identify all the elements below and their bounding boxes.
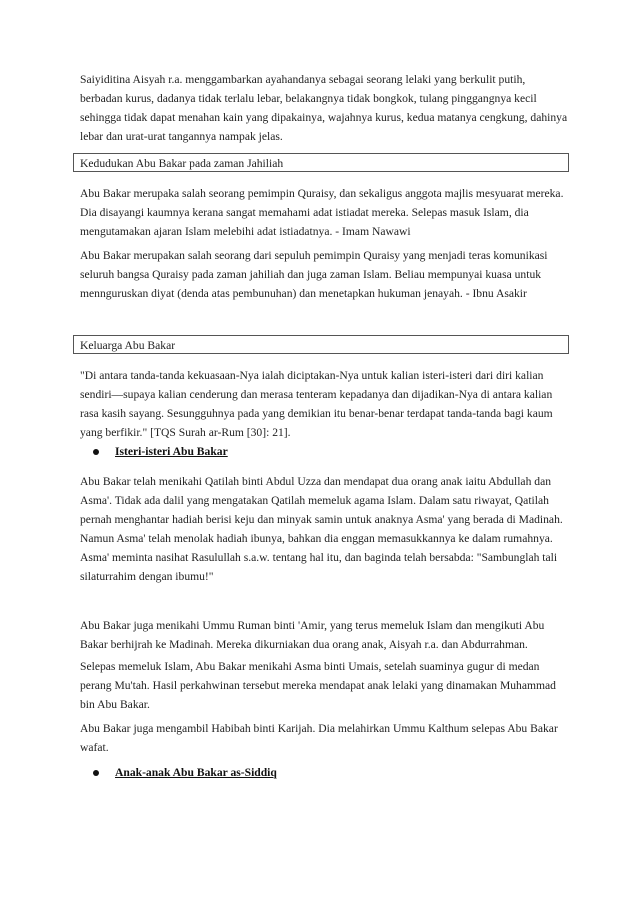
paragraph-qatilah: Abu Bakar telah menikahi Qatilah binti Abdul Uzza dan mendapat dua orang anak iaitu Abdullah dan Asma'. Tidak ada dalil yang mengatakan Qatilah memeluk agama Islam. Dalam satu riwayat, Qatilah pernah menghantar hadiah berisi keju dan minyak samin untuk anaknya Asma' yang berada di Madinah. Namun Asma' telah menolak hadiah ibunya, bahkan dia enggan memasukkannya ke dalam rumahnya. Asma' meminta nasihat Rasulullah s.a.w. tentang hal itu, dan baginda telah bersabda: "Sambunglah tali silaturrahim dengan ibumu!" <box>80 475 563 583</box>
paragraph-ibnu-asakir: Abu Bakar merupakan salah seorang dari sepuluh pemimpin Quraisy yang menjadi teras komunikasi seluruh bangsa Quraisy pada zaman jahiliah dan juga zaman Islam. Beliau mempunyai kuasa untuk mennguruskan diyat (denda atas pembunuhan) dan menetapkan hukuman jenayah. - Ibnu Asakir <box>80 249 548 300</box>
bullet-isteri-label: Isteri-isteri Abu Bakar <box>115 445 228 458</box>
paragraph-aisyah-description: Saiyiditina Aisyah r.a. menggambarkan ayahandanya sebagai seorang lelaki yang berkulit putih, berbadan kurus, dadanya tidak terlalu lebar, belakangnya tidak bongkok, tulang pinggangnya kecil sehingga tidak dapat menahan kain yang dipakainya, wajahnya kurus, kedua matanya cengkung, dahinya lebar dan urat-urat tangannya nampak jelas. <box>80 73 568 143</box>
paragraph-asma-umais: Selepas memeluk Islam, Abu Bakar menikahi Asma binti Umais, setelah suaminya gugur di medan perang Mu'tah. Hasil perkahwinan tersebut mereka mendapat anak lelaki yang dinamakan Muhammad bin Abu Bakar. <box>80 660 556 711</box>
paragraph-imam-nawawi: Abu Bakar merupaka salah seorang pemimpin Quraisy, dan sekaligus anggota majlis mesyuarat mereka. Dia disayangi kaumnya kerana sangat memahami adat istiadat mereka. Selepas masuk Islam, dia mengutamakan ajaran Islam melebihi adat istiadatnya. - Imam Nawawi <box>80 187 564 238</box>
bullet-dot-icon <box>93 770 99 776</box>
paragraph-quran-quote: "Di antara tanda-tanda kekuasaan-Nya ialah diciptakan-Nya untuk kalian isteri-isteri dari diri kalian sendiri—supaya kalian cenderung dan merasa tenteram kepadanya dan dijadikan-Nya di antara kalian rasa kasih sayang. Sesungguhnya pada yang demikian itu benar-benar terdapat tanda-tanda bagi kaum yang berfikir." [TQS Surah ar-Rum [30]: 21]. <box>80 369 553 439</box>
bullet-anak-label: Anak-anak Abu Bakar as-Siddiq <box>115 766 277 779</box>
bullet-isteri <box>93 443 228 461</box>
bullet-dot-icon <box>93 449 99 455</box>
bullet-anak <box>93 764 277 782</box>
paragraph-habibah: Abu Bakar juga mengambil Habibah binti Karijah. Dia melahirkan Ummu Kalthum selepas Abu Bakar wafat. <box>80 722 558 754</box>
section-heading-keluarga: Keluarga Abu Bakar <box>73 335 569 354</box>
section-heading-kedudukan: Kedudukan Abu Bakar pada zaman Jahiliah <box>73 153 569 172</box>
paragraph-ummu-ruman: Abu Bakar juga menikahi Ummu Ruman binti 'Amir, yang terus memeluk Islam dan mengikuti Abu Bakar berhijrah ke Madinah. Mereka dikurniakan dua orang anak, Aisyah r.a. dan Abdurrahman. <box>80 619 545 651</box>
